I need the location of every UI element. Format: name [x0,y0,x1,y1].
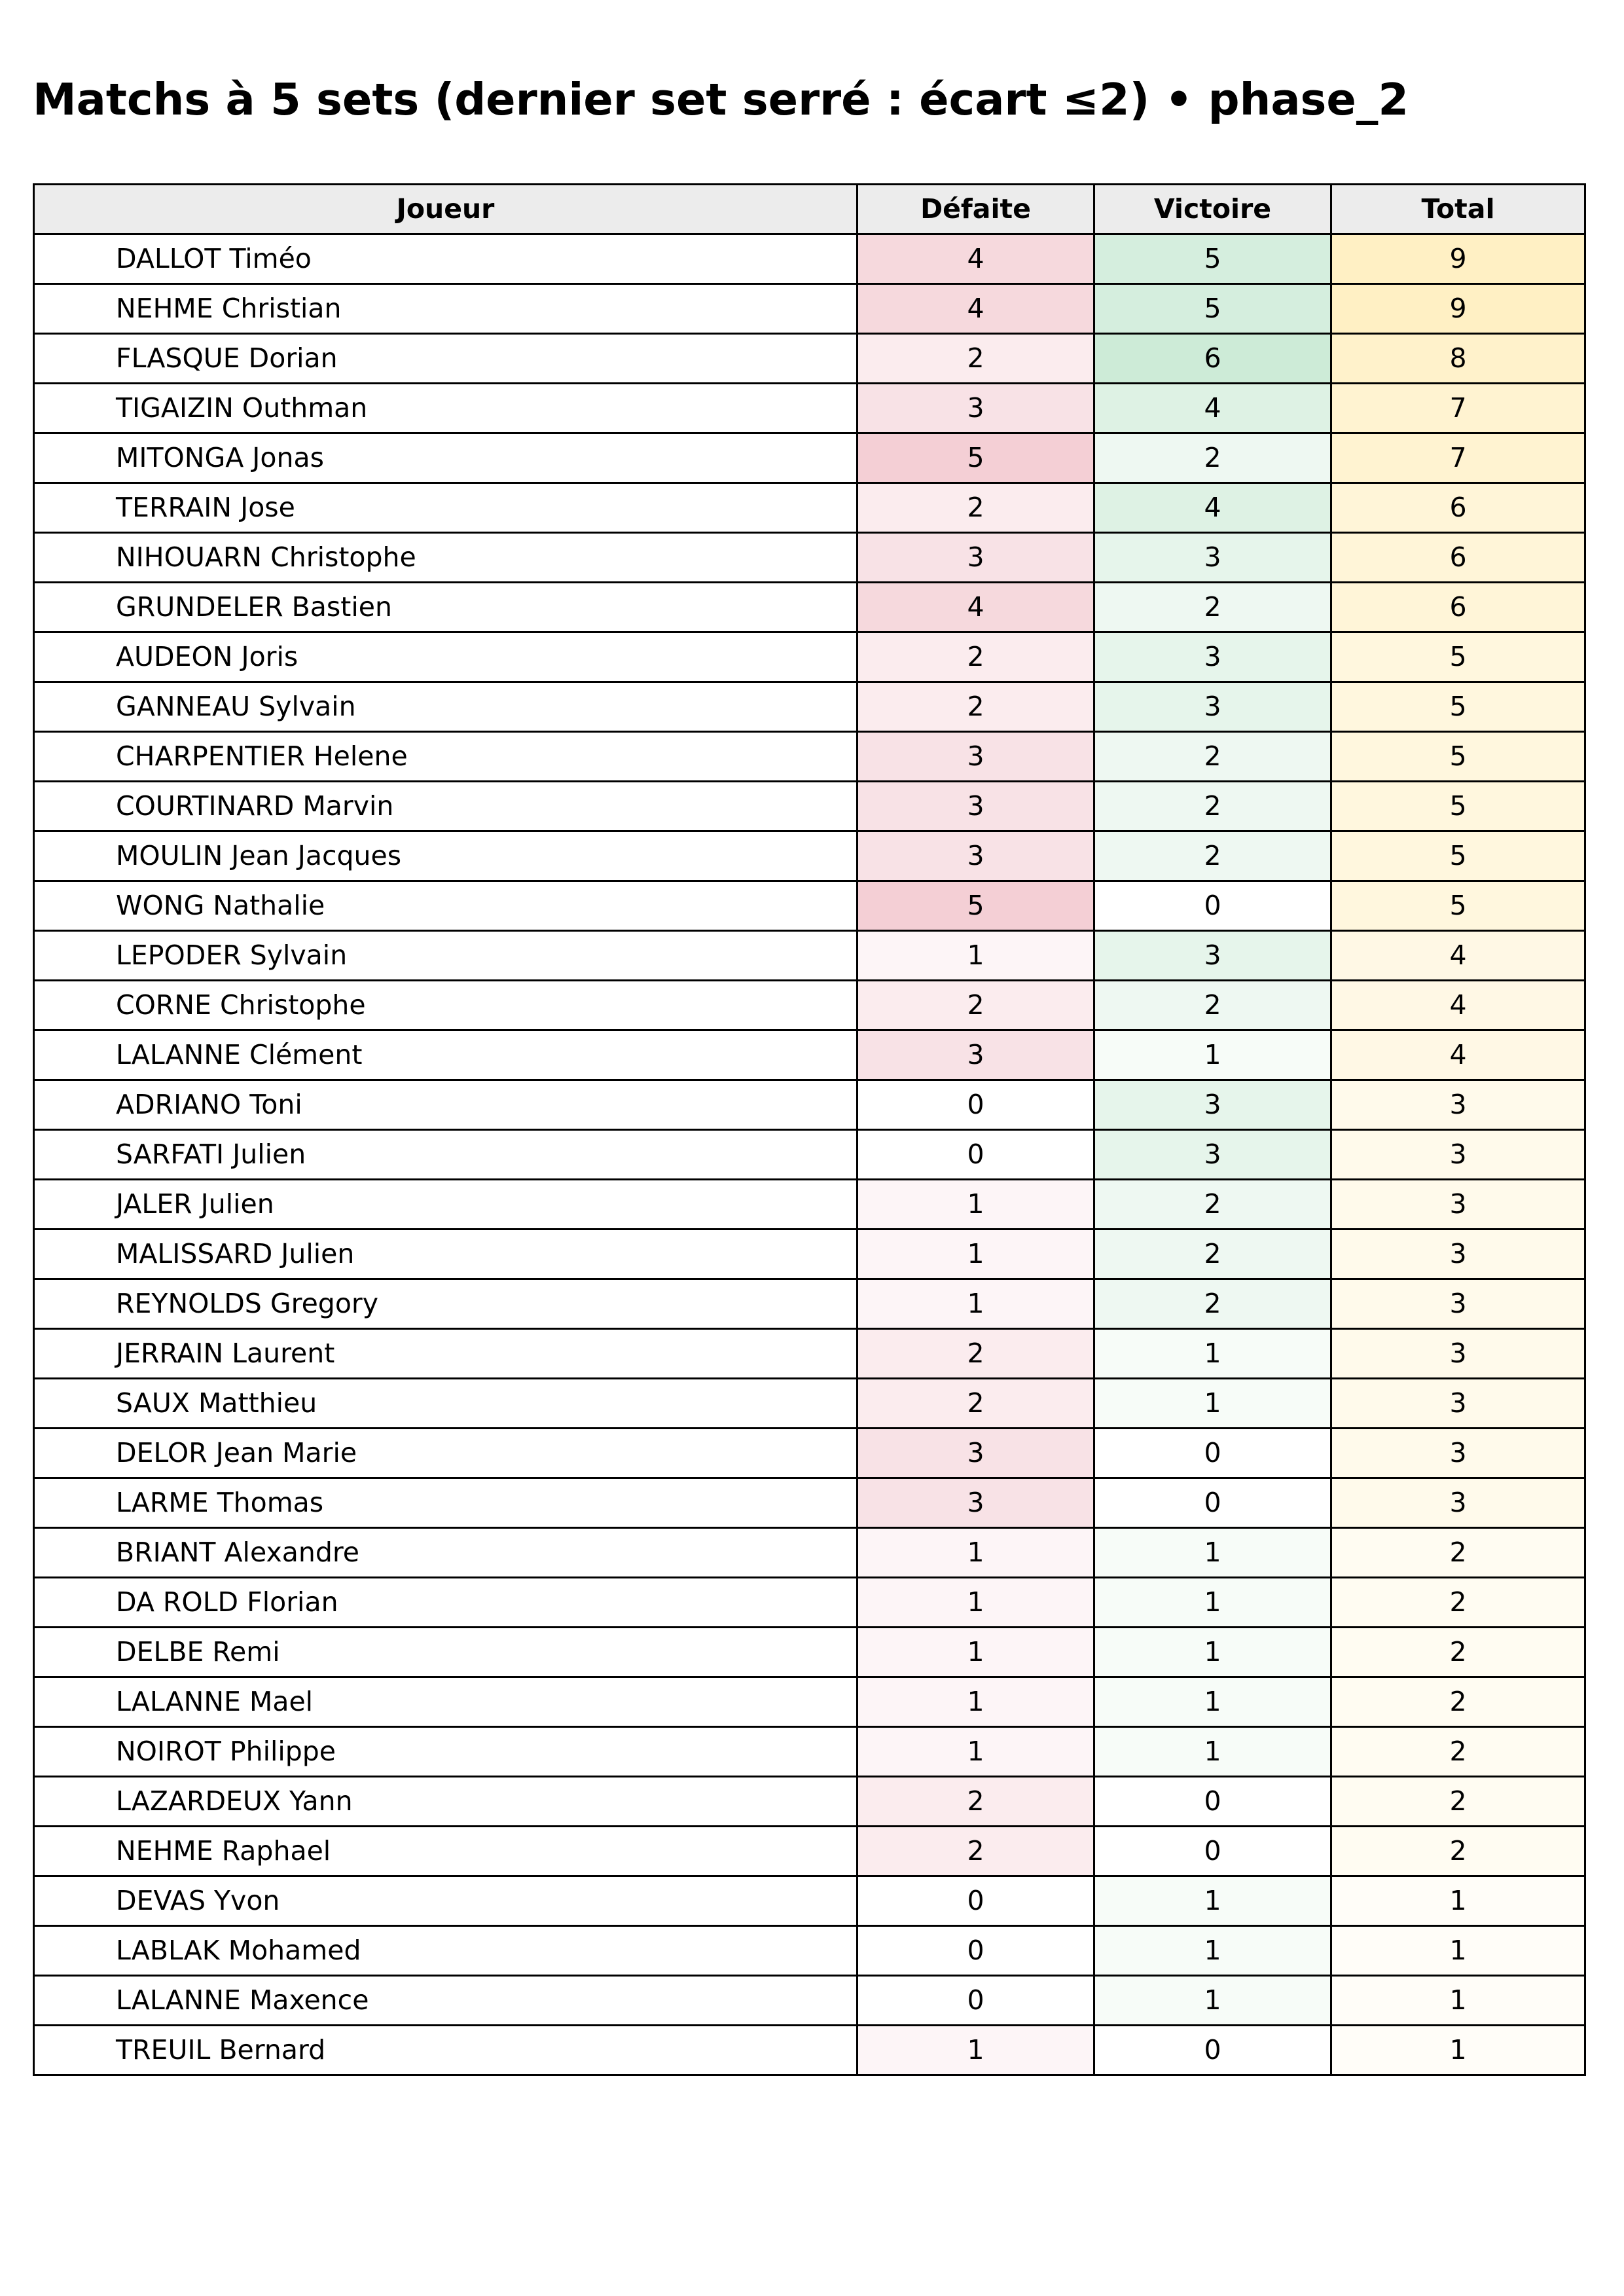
win-count: 4 [1094,384,1331,433]
loss-count: 3 [857,831,1094,881]
player-name: AUDEON Joris [34,632,857,682]
win-count: 1 [1094,1528,1331,1578]
player-name: ADRIANO Toni [34,1080,857,1130]
player-name: LABLAK Mohamed [34,1926,857,1976]
table-row [34,1528,1585,1578]
win-count: 1 [1094,1727,1331,1777]
table-row [34,1429,1585,1478]
total-count: 2 [1331,1528,1585,1578]
total-count: 3 [1331,1130,1585,1180]
player-name: TREUIL Bernard [34,2026,857,2075]
total-count: 1 [1331,2026,1585,2075]
loss-count: 3 [857,782,1094,831]
win-count: 0 [1094,1777,1331,1827]
win-count: 0 [1094,881,1331,931]
total-count: 3 [1331,1279,1585,1329]
loss-count: 5 [857,433,1094,483]
loss-count: 3 [857,1429,1094,1478]
player-name: LARME Thomas [34,1478,857,1528]
total-count: 2 [1331,1628,1585,1677]
player-name: COURTINARD Marvin [34,782,857,831]
table-row [34,1926,1585,1976]
loss-count: 1 [857,1628,1094,1677]
table-row [34,483,1585,533]
total-count: 1 [1331,1876,1585,1926]
win-count: 1 [1094,1578,1331,1628]
loss-count: 2 [857,1777,1094,1827]
total-count: 2 [1331,1727,1585,1777]
table-row [34,234,1585,284]
loss-count: 0 [857,1876,1094,1926]
total-count: 4 [1331,981,1585,1030]
loss-count: 1 [857,1578,1094,1628]
table-row [34,1976,1585,2026]
win-count: 3 [1094,1130,1331,1180]
player-name: GANNEAU Sylvain [34,682,857,732]
total-count: 3 [1331,1080,1585,1130]
player-name: CORNE Christophe [34,981,857,1030]
player-name: DALLOT Timéo [34,234,857,284]
header-win: Victoire [1094,185,1331,234]
player-name: SARFATI Julien [34,1130,857,1180]
total-count: 4 [1331,1030,1585,1080]
player-name: LEPODER Sylvain [34,931,857,981]
loss-count: 0 [857,1080,1094,1130]
player-name: LAZARDEUX Yann [34,1777,857,1827]
player-name: MOULIN Jean Jacques [34,831,857,881]
win-count: 2 [1094,1279,1331,1329]
player-name: DELOR Jean Marie [34,1429,857,1478]
table-row [34,433,1585,483]
total-count: 7 [1331,384,1585,433]
player-name: JERRAIN Laurent [34,1329,857,1379]
loss-count: 0 [857,1926,1094,1976]
loss-count: 3 [857,732,1094,782]
total-count: 8 [1331,334,1585,384]
win-count: 3 [1094,682,1331,732]
page-title: Matchs à 5 sets (dernier set serré : écart ≤2) • phase_2 [33,74,1409,125]
win-count: 5 [1094,284,1331,334]
total-count: 7 [1331,433,1585,483]
table-row [34,981,1585,1030]
header-player: Joueur [34,185,857,234]
table-row [34,1130,1585,1180]
total-count: 4 [1331,931,1585,981]
table-row [34,682,1585,732]
win-count: 1 [1094,1677,1331,1727]
win-count: 1 [1094,1628,1331,1677]
win-count: 2 [1094,583,1331,632]
table-row [34,284,1585,334]
loss-count: 1 [857,1677,1094,1727]
loss-count: 1 [857,1727,1094,1777]
win-count: 2 [1094,831,1331,881]
table-row [34,1329,1585,1379]
win-count: 1 [1094,1976,1331,2026]
table-row [34,1279,1585,1329]
header-row [34,185,1585,234]
win-count: 1 [1094,1030,1331,1080]
table-row [34,732,1585,782]
header-total: Total [1331,185,1585,234]
loss-count: 4 [857,583,1094,632]
loss-count: 2 [857,1329,1094,1379]
total-count: 3 [1331,1429,1585,1478]
loss-count: 1 [857,2026,1094,2075]
total-count: 5 [1331,782,1585,831]
loss-count: 4 [857,284,1094,334]
table-row [34,533,1585,583]
player-name: DELBE Remi [34,1628,857,1677]
win-count: 2 [1094,981,1331,1030]
total-count: 6 [1331,533,1585,583]
win-count: 0 [1094,1827,1331,1876]
win-count: 2 [1094,1180,1331,1230]
win-count: 2 [1094,433,1331,483]
total-count: 3 [1331,1329,1585,1379]
loss-count: 5 [857,881,1094,931]
table-row [34,1478,1585,1528]
player-name: WONG Nathalie [34,881,857,931]
table-row [34,1379,1585,1429]
table-row [34,1727,1585,1777]
table-row [34,1030,1585,1080]
loss-count: 4 [857,234,1094,284]
player-name: GRUNDELER Bastien [34,583,857,632]
total-count: 5 [1331,881,1585,931]
loss-count: 2 [857,682,1094,732]
player-name: MALISSARD Julien [34,1230,857,1279]
player-name: CHARPENTIER Helene [34,732,857,782]
win-count: 5 [1094,234,1331,284]
player-name: LALANNE Mael [34,1677,857,1727]
loss-count: 2 [857,1827,1094,1876]
table-row [34,1876,1585,1926]
table-row [34,782,1585,831]
win-count: 3 [1094,931,1331,981]
player-name: REYNOLDS Gregory [34,1279,857,1329]
player-name: BRIANT Alexandre [34,1528,857,1578]
loss-count: 3 [857,1478,1094,1528]
player-name: TERRAIN Jose [34,483,857,533]
loss-count: 2 [857,981,1094,1030]
loss-count: 3 [857,384,1094,433]
total-count: 5 [1331,831,1585,881]
total-count: 6 [1331,483,1585,533]
player-name: NEHME Christian [34,284,857,334]
win-count: 1 [1094,1379,1331,1429]
win-count: 2 [1094,732,1331,782]
total-count: 9 [1331,284,1585,334]
total-count: 2 [1331,1827,1585,1876]
table-row [34,583,1585,632]
player-name: MITONGA Jonas [34,433,857,483]
player-name: DA ROLD Florian [34,1578,857,1628]
loss-count: 1 [857,1230,1094,1279]
win-count: 3 [1094,1080,1331,1130]
table-row [34,632,1585,682]
win-count: 3 [1094,533,1331,583]
win-count: 1 [1094,1926,1331,1976]
table-row [34,1628,1585,1677]
loss-count: 0 [857,1976,1094,2026]
player-name: DEVAS Yvon [34,1876,857,1926]
header-loss: Défaite [857,185,1094,234]
win-count: 0 [1094,1478,1331,1528]
table-row [34,1827,1585,1876]
win-count: 3 [1094,632,1331,682]
table-row [34,384,1585,433]
total-count: 9 [1331,234,1585,284]
loss-count: 1 [857,1180,1094,1230]
total-count: 3 [1331,1379,1585,1429]
win-count: 2 [1094,782,1331,831]
table-row [34,881,1585,931]
player-name: FLASQUE Dorian [34,334,857,384]
player-name: SAUX Matthieu [34,1379,857,1429]
total-count: 6 [1331,583,1585,632]
total-count: 3 [1331,1478,1585,1528]
player-name: NEHME Raphael [34,1827,857,1876]
win-count: 4 [1094,483,1331,533]
win-count: 6 [1094,334,1331,384]
player-name: NIHOUARN Christophe [34,533,857,583]
table-row [34,831,1585,881]
total-count: 1 [1331,1926,1585,1976]
loss-count: 3 [857,533,1094,583]
total-count: 5 [1331,632,1585,682]
win-count: 0 [1094,2026,1331,2075]
loss-count: 1 [857,931,1094,981]
total-count: 5 [1331,682,1585,732]
table-row [34,931,1585,981]
loss-count: 1 [857,1528,1094,1578]
player-name: TIGAIZIN Outhman [34,384,857,433]
table-row [34,2026,1585,2075]
win-count: 1 [1094,1329,1331,1379]
total-count: 1 [1331,1976,1585,2026]
loss-count: 2 [857,334,1094,384]
total-count: 3 [1331,1180,1585,1230]
player-name: LALANNE Maxence [34,1976,857,2026]
total-count: 2 [1331,1578,1585,1628]
loss-count: 2 [857,632,1094,682]
table-body [34,234,1585,2075]
loss-count: 2 [857,483,1094,533]
player-name: NOIROT Philippe [34,1727,857,1777]
total-count: 3 [1331,1230,1585,1279]
win-count: 2 [1094,1230,1331,1279]
player-name: JALER Julien [34,1180,857,1230]
loss-count: 3 [857,1030,1094,1080]
table-row [34,1677,1585,1727]
win-count: 0 [1094,1429,1331,1478]
table-row [34,1230,1585,1279]
table-row [34,334,1585,384]
table-row [34,1777,1585,1827]
loss-count: 0 [857,1130,1094,1180]
win-count: 1 [1094,1876,1331,1926]
total-count: 2 [1331,1777,1585,1827]
table-row [34,1180,1585,1230]
table-row [34,1578,1585,1628]
player-name: LALANNE Clément [34,1030,857,1080]
total-count: 2 [1331,1677,1585,1727]
table-row [34,1080,1585,1130]
results-table [33,183,1586,2076]
total-count: 5 [1331,732,1585,782]
loss-count: 1 [857,1279,1094,1329]
loss-count: 2 [857,1379,1094,1429]
